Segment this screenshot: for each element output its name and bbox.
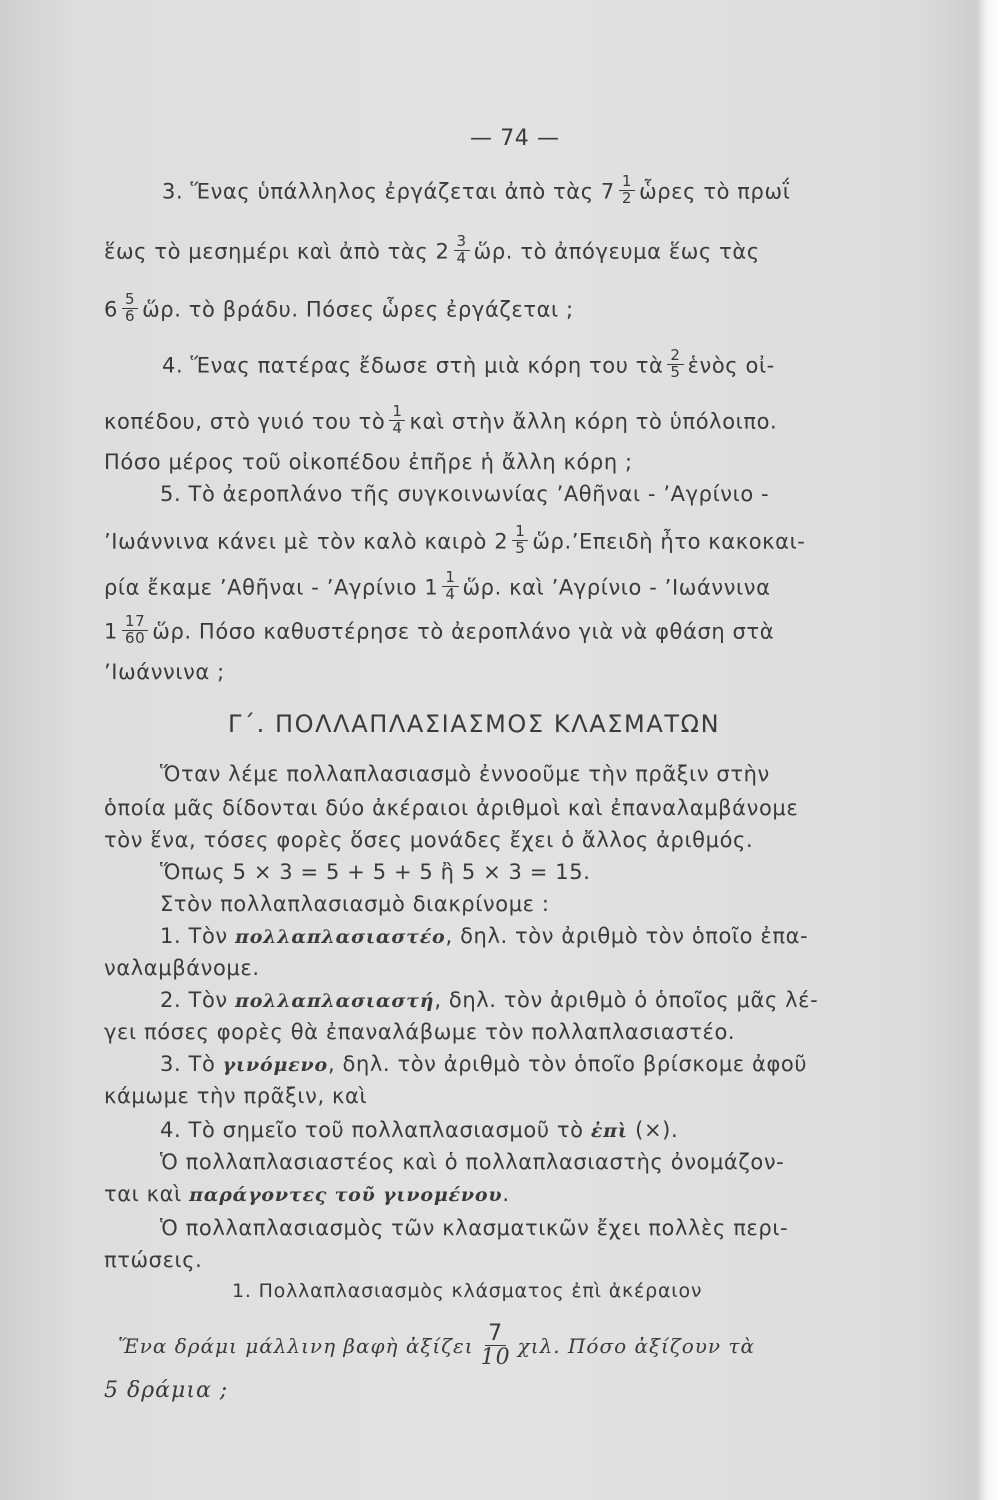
example-equation: Ὅπως 5 × 3 = 5 + 5 + 5 ἢ 5 × 3 = 15. — [160, 860, 591, 884]
item-3-continued: κάμωμε τὴν πρᾶξιν, καὶ — [104, 1084, 368, 1108]
item-2: 2. Τὸν πολλαπλασιαστή, δηλ. τὸν ἀριθμὸ ὁ ὁποῖος μᾶς λέ- — [160, 988, 819, 1012]
term-times: ἐπὶ — [590, 1120, 628, 1142]
problem-4-line-2: κοπέδου, στὸ γυιό του τὸ $\frac{1}{4}$ καὶ στὴν ἄλλη κόρη τὸ ὑπόλοιπο. — [104, 402, 778, 437]
fraction: $\frac{5}{6}$ — [122, 292, 138, 325]
problem-4-line-1: 4. Ἕνας πατέρας ἔδωσε στὴ μιὰ κόρη του τὰ $\frac{2}{5}$ ἑνὸς οἰ- — [162, 346, 775, 381]
item-2-continued: γει πόσες φορὲς θὰ ἐπαναλάβωμε τὸν πολλαπλασιαστέο. — [104, 1020, 736, 1044]
factors-line-1: Ὁ πολλαπλασιαστέος καὶ ὁ πολλαπλασιαστὴς ὀνομάζον- — [160, 1150, 785, 1174]
fraction: $\frac{1}{2}$ — [619, 174, 635, 207]
page-number: — 74 — — [470, 126, 560, 151]
problem-5-line-4: 1 $\frac{17}{60}$ ὥρ. Πόσο καθυστέρησε τὸ ἀεροπλάνο γιὰ νὰ φθάση στὰ — [104, 612, 775, 647]
factors-line-2: ται καὶ παράγοντες τοῦ γινομένου. — [104, 1182, 510, 1206]
subheading: 1. Πολλαπλασιασμὸς κλάσματος ἐπὶ ἀκέραιον — [232, 1280, 703, 1302]
cases-line-1: Ὁ πολλαπλασιασμὸς τῶν κλασματικῶν ἔχει πολλὲς περι- — [160, 1216, 789, 1240]
term-product: γινόμενο — [222, 1054, 328, 1076]
item-1-continued: ναλαμβάνομε. — [104, 956, 260, 980]
intro-line: Στὸν πολλαπλασιασμὸ διακρίνομε : — [160, 892, 550, 916]
intro-line: Ὅταν λέμε πολλαπλασιασμὸ ἐννοοῦμε τὴν πρᾶξιν στὴν — [160, 762, 770, 786]
problem-5-line-3: ρία ἔκαμε ’Αθῆναι - ’Αγρίνιο 1 $\frac{1}{4}$ ὥρ. καὶ ’Αγρίνιο - ’Ιωάννινα — [104, 568, 771, 603]
item-1: 1. Τὸν πολλαπλασιαστέο, δηλ. τὸν ἀριθμὸ τὸν ὁποῖο ἐπα- — [160, 924, 809, 948]
problem-3-line-2: ἕως τὸ μεσημέρι καὶ ἀπὸ τὰς 2 $\frac{3}{4}$ ὥρ. τὸ ἀπόγευμα ἕως τὰς — [104, 232, 760, 267]
problem-5-line-1: 5. Τὸ ἀεροπλάνο τῆς συγκοινωνίας ’Αθῆναι - ’Αγρίνιο - — [160, 482, 770, 506]
problem-3-line-3: 6 $\frac{5}{6}$ ὥρ. τὸ βράδυ. Πόσες ὧρες ἐργάζεται ; — [104, 290, 574, 325]
cases-line-2: πτώσεις. — [104, 1248, 203, 1272]
item-4: 4. Τὸ σημεῖο τοῦ πολλαπλασιασμοῦ τὸ ἐπὶ (×). — [160, 1118, 679, 1142]
fraction: $\frac{1}{4}$ — [389, 404, 405, 437]
problem-5-line-5: ’Ιωάννινα ; — [104, 660, 225, 684]
term-multiplier: πολλαπλασιαστή — [235, 990, 435, 1012]
example-line-2: 5 δράμια ; — [104, 1378, 229, 1403]
problem-4-line-3: Πόσο μέρος τοῦ οἰκοπέδου ἐπῆρε ἡ ἄλλη κόρη ; — [104, 450, 633, 474]
fraction: $\frac{7}{10}$ — [480, 1321, 511, 1371]
section-heading: Γ΄. ΠΟΛΛΑΠΛΑΣΙΑΣΜΟΣ ΚΛΑΣΜΑΤΩΝ — [228, 710, 721, 738]
fraction: $\frac{17}{60}$ — [122, 614, 148, 647]
term-multiplicand: πολλαπλασιαστέο — [235, 926, 446, 948]
term-factors: παράγοντες τοῦ γινομένου — [189, 1184, 503, 1206]
example-line-1: Ἕνα δράμι μάλλινη βαφὴ ἀξίζει $\frac{7}{10}$ χιλ. Πόσο ἀξίζουν τὰ — [118, 1321, 755, 1371]
problem-3-line-1: 3. Ἕνας ὑπάλληλος ἐργάζεται ἀπὸ τὰς 7 $\frac{1}{2}$ ὧρες τὸ πρωΐ — [162, 172, 791, 207]
item-3: 3. Τὸ γινόμενο, δηλ. τὸν ἀριθμὸ τὸν ὁποῖο βρίσκομε ἀφοῦ — [160, 1052, 808, 1076]
fraction: $\frac{1}{4}$ — [442, 570, 458, 603]
intro-line: ὁποία μᾶς δίδονται δύο ἀκέραιοι ἀριθμοὶ καὶ ἐπαναλαμβάνομε — [104, 796, 799, 820]
fraction: $\frac{1}{5}$ — [512, 524, 528, 557]
problem-5-line-2: ’Ιωάννινα κάνει μὲ τὸν καλὸ καιρὸ 2 $\frac{1}{5}$ ὥρ.’Επειδὴ ἦτο κακοκαι- — [104, 522, 806, 557]
fraction: $\frac{3}{4}$ — [454, 234, 470, 267]
intro-line: τὸν ἕνα, τόσες φορὲς ὅσες μονάδες ἔχει ὁ ἄλλος ἀριθμός. — [104, 828, 754, 852]
fraction: $\frac{2}{5}$ — [667, 348, 683, 381]
